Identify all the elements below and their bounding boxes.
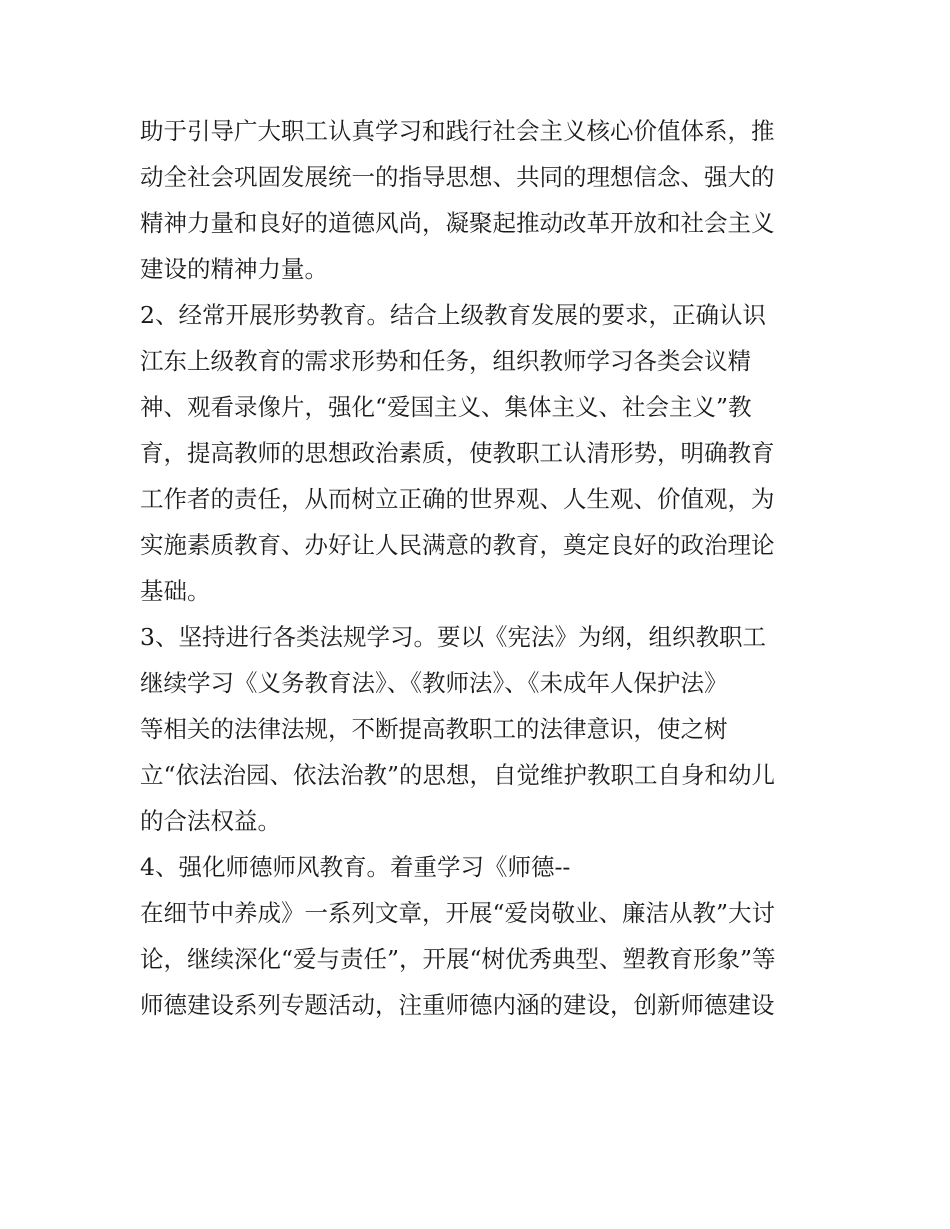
text-line: 精神力量和良好的道德风尚，凝聚起推动改革开放和社会主义	[140, 209, 775, 237]
text-line: 江东上级教育的需求形势和任务，组织教师学习各类会议精	[140, 347, 751, 375]
text-line: 的合法权益。	[140, 807, 281, 835]
text-line: 4、强化师德师风教育。着重学习《师德--	[140, 853, 571, 881]
text-line: 等相关的法律法规，不断提高教职工的法律意识，使之树	[140, 715, 728, 743]
text-line: 工作者的责任，从而树立正确的世界观、人生观、价值观，为	[140, 485, 775, 513]
text-line: 动全社会巩固发展统一的指导思想、共同的理想信念、强大的	[140, 163, 775, 191]
text-line: 建设的精神力量。	[140, 255, 328, 283]
text-line: 基础。	[140, 577, 211, 605]
text-line: 2、经常开展形势教育。结合上级教育发展的要求，正确认识	[140, 301, 766, 329]
text-line: 在细节中养成》一系列文章，开展“爱岗敬业、廉洁从教”大讨	[140, 899, 776, 927]
text-line: 助于引导广大职工认真学习和践行社会主义核心价值体系，推	[140, 117, 775, 145]
text-line: 3、坚持进行各类法规学习。要以《宪法》为纲，组织教职工	[140, 623, 766, 651]
document-body	[140, 108, 830, 1028]
text-line: 实施素质教育、办好让人民满意的教育，奠定良好的政治理论	[140, 531, 775, 559]
text-line: 继续学习《义务教育法》、《教师法》、《未成年人保护法》	[140, 669, 728, 697]
text-line: 师德建设系列专题活动，注重师德内涵的建设，创新师德建设	[140, 991, 775, 1019]
text-line: 神、观看录像片，强化“爱国主义、集体主义、社会主义”教	[140, 393, 752, 421]
text-line: 立“依法治园、依法治教”的思想，自觉维护教职工自身和幼儿	[140, 761, 776, 789]
text-line: 育，提高教师的思想政治素质，使教职工认清形势，明确教育	[140, 439, 775, 467]
text-line: 论，继续深化“爱与责任”，开展“树优秀典型、塑教育形象”等	[140, 945, 776, 973]
